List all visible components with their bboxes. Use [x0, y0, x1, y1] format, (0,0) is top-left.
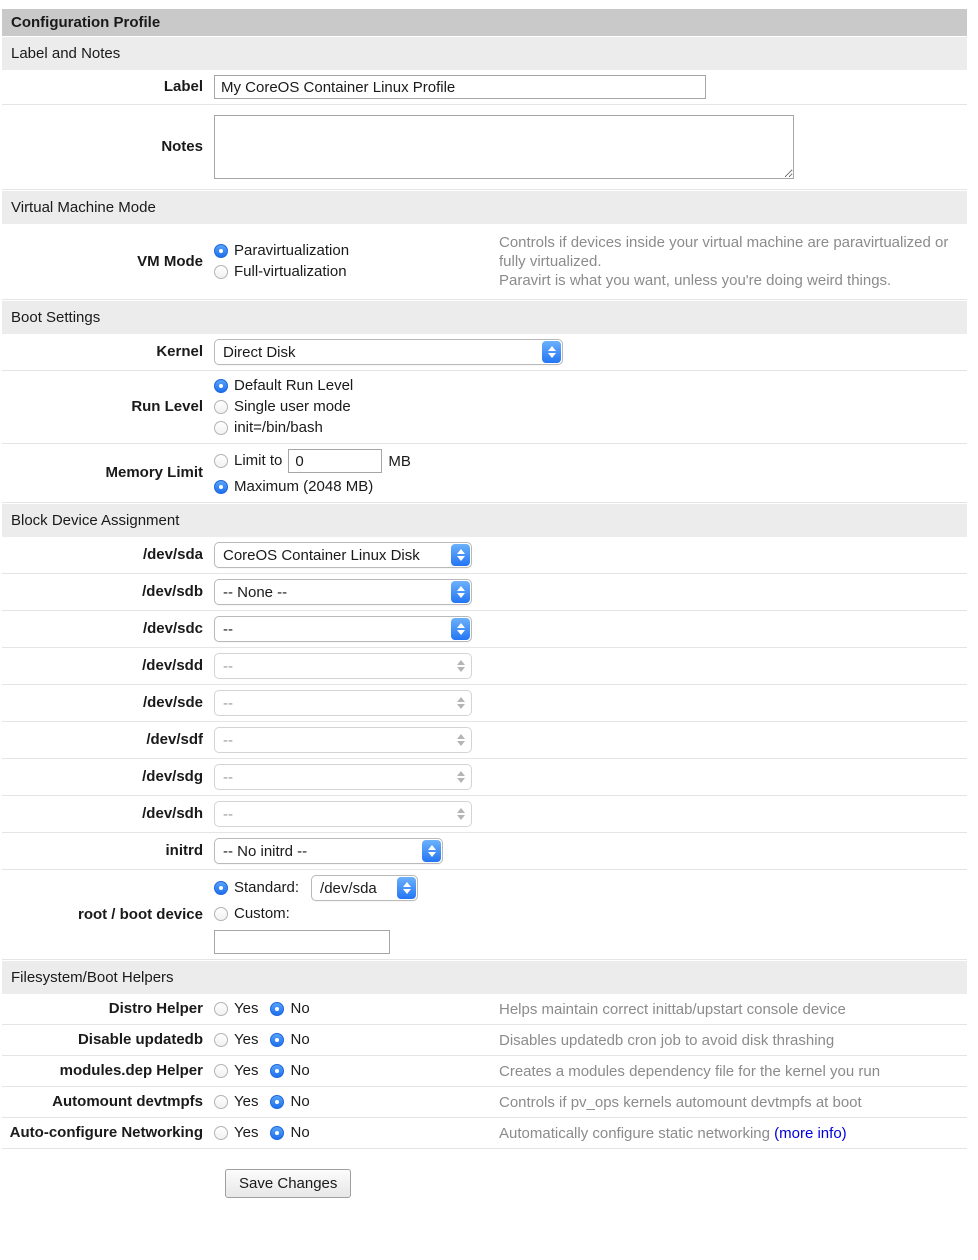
helper-row — [2, 1118, 967, 1149]
radio-option-label: Full-virtualization — [234, 263, 347, 280]
label-row — [2, 70, 967, 105]
radio-option-label: Yes — [234, 1062, 259, 1079]
helper-row — [2, 1025, 967, 1056]
run-level-label: Run Level — [131, 398, 203, 415]
block-device-row — [2, 537, 967, 574]
block-device-label: /dev/sdc — [142, 620, 203, 637]
no-option[interactable] — [270, 1061, 309, 1081]
radio-option-label: Yes — [234, 1031, 259, 1048]
page-title: Configuration Profile — [2, 9, 967, 36]
radio-option-label: Maximum (2048 MB) — [234, 478, 374, 495]
memory-limit-row — [2, 444, 967, 503]
block-device-row — [2, 685, 967, 722]
section-block-device-assignment: Block Device Assignment — [2, 504, 967, 537]
radio-checked-icon — [270, 1002, 284, 1016]
radio-icon — [214, 1126, 228, 1140]
radio-icon — [214, 1095, 228, 1109]
radio-checked-icon — [270, 1033, 284, 1047]
select-value: CoreOS Container Linux Disk — [223, 546, 420, 564]
block-device-select[interactable] — [214, 542, 472, 568]
notes-textarea[interactable] — [214, 115, 794, 179]
radio-option-label: Default Run Level — [234, 377, 354, 394]
yes-option[interactable] — [214, 1092, 258, 1112]
maximum-memory-option[interactable] — [214, 477, 411, 497]
radio-option-label: Yes — [234, 1124, 259, 1141]
select-stepper-icon — [451, 544, 470, 566]
block-device-row — [2, 722, 967, 759]
radio-icon — [214, 907, 228, 921]
block-device-select — [214, 727, 472, 753]
single-user-mode-option[interactable] — [214, 397, 499, 417]
select-stepper-icon — [542, 341, 561, 363]
initrd-row — [2, 833, 967, 870]
section-boot-settings: Boot Settings — [2, 301, 967, 334]
select-value: -- — [223, 620, 233, 638]
select-stepper-icon — [451, 766, 470, 788]
block-device-row — [2, 796, 967, 833]
helper-row — [2, 1056, 967, 1087]
select-stepper-icon — [422, 840, 441, 862]
run-level-row — [2, 371, 967, 444]
helper-label: modules.dep Helper — [59, 1062, 203, 1079]
select-stepper-icon — [397, 877, 416, 899]
block-device-row — [2, 611, 967, 648]
limit-to-option[interactable] — [214, 451, 282, 471]
radio-icon — [214, 1033, 228, 1047]
select-stepper-icon — [451, 655, 470, 677]
block-device-label: /dev/sdg — [142, 768, 203, 785]
block-device-label: /dev/sdb — [142, 583, 203, 600]
custom-device-option[interactable] — [214, 904, 418, 924]
select-value: -- — [223, 694, 233, 712]
block-device-label: /dev/sdf — [146, 731, 203, 748]
more-info-link[interactable]: (more info) — [774, 1124, 847, 1142]
select-value: /dev/sda — [320, 879, 377, 897]
custom-device-input[interactable] — [214, 930, 390, 954]
kernel-label: Kernel — [156, 343, 203, 360]
block-device-row — [2, 574, 967, 611]
radio-checked-icon — [270, 1095, 284, 1109]
block-device-select — [214, 690, 472, 716]
helper-row — [2, 1087, 967, 1118]
block-device-select — [214, 801, 472, 827]
no-option[interactable] — [270, 999, 309, 1019]
radio-option-label: Custom: — [234, 905, 290, 922]
save-changes-button[interactable]: Save Changes — [225, 1169, 351, 1198]
default-run-level-option[interactable] — [214, 376, 499, 396]
yes-option[interactable] — [214, 1030, 258, 1050]
radio-icon — [214, 1002, 228, 1016]
radio-option-label: No — [290, 1062, 310, 1079]
radio-option-label: No — [290, 1124, 310, 1141]
section-virtual-machine-mode: Virtual Machine Mode — [2, 191, 967, 224]
radio-checked-icon — [270, 1126, 284, 1140]
memory-limit-input[interactable] — [288, 449, 382, 473]
configuration-profile-form — [2, 9, 967, 1198]
mb-unit-label: MB — [388, 452, 411, 470]
label-input[interactable] — [214, 75, 706, 99]
radio-icon — [214, 1064, 228, 1078]
yes-option[interactable] — [214, 1061, 258, 1081]
block-device-select[interactable] — [214, 616, 472, 642]
kernel-select[interactable] — [214, 339, 563, 365]
no-option[interactable] — [270, 1123, 309, 1143]
init-bin-bash-option[interactable] — [214, 418, 499, 438]
label-field-label: Label — [163, 78, 203, 95]
paravirtualization-option[interactable] — [214, 241, 499, 261]
helper-label: Auto-configure Networking — [9, 1124, 203, 1141]
notes-row — [2, 105, 967, 190]
memory-limit-label: Memory Limit — [105, 464, 203, 481]
radio-option-label: Paravirtualization — [234, 242, 350, 259]
radio-icon — [214, 454, 228, 468]
helper-row — [2, 994, 967, 1025]
radio-checked-icon — [214, 881, 228, 895]
radio-option-label: No — [290, 1000, 310, 1017]
helper-help-text: Helps maintain correct inittab/upstart console device — [499, 1000, 846, 1018]
helper-label: Distro Helper — [108, 1000, 203, 1017]
radio-option-label: init=/bin/bash — [234, 419, 323, 436]
select-value: -- None -- — [223, 583, 288, 601]
standard-device-option[interactable] — [214, 878, 299, 898]
radio-checked-icon — [214, 244, 228, 258]
radio-option-label: Standard: — [234, 879, 300, 896]
select-value: -- — [223, 805, 233, 823]
select-value: -- No initrd -- — [223, 842, 308, 860]
block-device-row — [2, 759, 967, 796]
select-value: -- — [223, 731, 233, 749]
radio-icon — [214, 400, 228, 414]
radio-checked-icon — [270, 1064, 284, 1078]
yes-option[interactable] — [214, 1123, 258, 1143]
kernel-row — [2, 334, 967, 371]
select-stepper-icon — [451, 618, 470, 640]
vm-mode-help-text: Controls if devices inside your virtual machine are paravirtualized or fully virtualized. Paravirt is what you want, unless you're doing weird things. — [499, 234, 949, 289]
initrd-label: initrd — [165, 842, 203, 859]
initrd-select[interactable] — [214, 838, 443, 864]
section-filesystem-boot-helpers: Filesystem/Boot Helpers — [2, 961, 967, 994]
radio-checked-icon — [214, 379, 228, 393]
block-device-select[interactable] — [214, 579, 472, 605]
block-device-label: /dev/sdd — [142, 657, 203, 674]
radio-option-label: Limit to — [234, 452, 283, 469]
block-device-select — [214, 764, 472, 790]
helper-help-text: Controls if pv_ops kernels automount devtmpfs at boot — [499, 1093, 862, 1111]
block-device-label: /dev/sde — [142, 694, 203, 711]
select-stepper-icon — [451, 692, 470, 714]
block-device-select — [214, 653, 472, 679]
block-device-label: /dev/sda — [142, 546, 203, 563]
root-boot-device-row — [2, 870, 967, 960]
helper-label: Disable updatedb — [77, 1031, 203, 1048]
standard-device-select[interactable] — [311, 875, 418, 901]
select-value: -- — [223, 657, 233, 675]
helper-help-text: Automatically configure static networking (more info) — [499, 1124, 847, 1142]
yes-option[interactable] — [214, 999, 258, 1019]
full-virtualization-option[interactable] — [214, 262, 499, 282]
radio-option-label: No — [290, 1031, 310, 1048]
select-value: -- — [223, 768, 233, 786]
section-label-and-notes: Label and Notes — [2, 37, 967, 70]
radio-icon — [214, 265, 228, 279]
helper-help-text: Disables updatedb cron job to avoid disk thrashing — [499, 1031, 835, 1049]
radio-option-label: Single user mode — [234, 398, 351, 415]
helper-label: Automount devtmpfs — [52, 1093, 203, 1110]
radio-option-label: No — [290, 1093, 310, 1110]
select-value: Direct Disk — [223, 343, 296, 361]
select-stepper-icon — [451, 581, 470, 603]
no-option[interactable] — [270, 1092, 309, 1112]
select-stepper-icon — [451, 803, 470, 825]
notes-label: Notes — [161, 138, 203, 155]
block-device-label: /dev/sdh — [142, 805, 203, 822]
radio-icon — [214, 421, 228, 435]
block-device-row — [2, 648, 967, 685]
helper-help-text: Creates a modules dependency file for the kernel you run — [499, 1062, 881, 1080]
select-stepper-icon — [451, 729, 470, 751]
vm-mode-label: VM Mode — [137, 252, 203, 270]
radio-option-label: Yes — [234, 1000, 259, 1017]
vm-mode-row — [2, 224, 967, 300]
radio-checked-icon — [214, 480, 228, 494]
radio-option-label: Yes — [234, 1093, 259, 1110]
root-boot-device-label: root / boot device — [77, 905, 203, 923]
save-row — [2, 1149, 967, 1198]
no-option[interactable] — [270, 1030, 309, 1050]
